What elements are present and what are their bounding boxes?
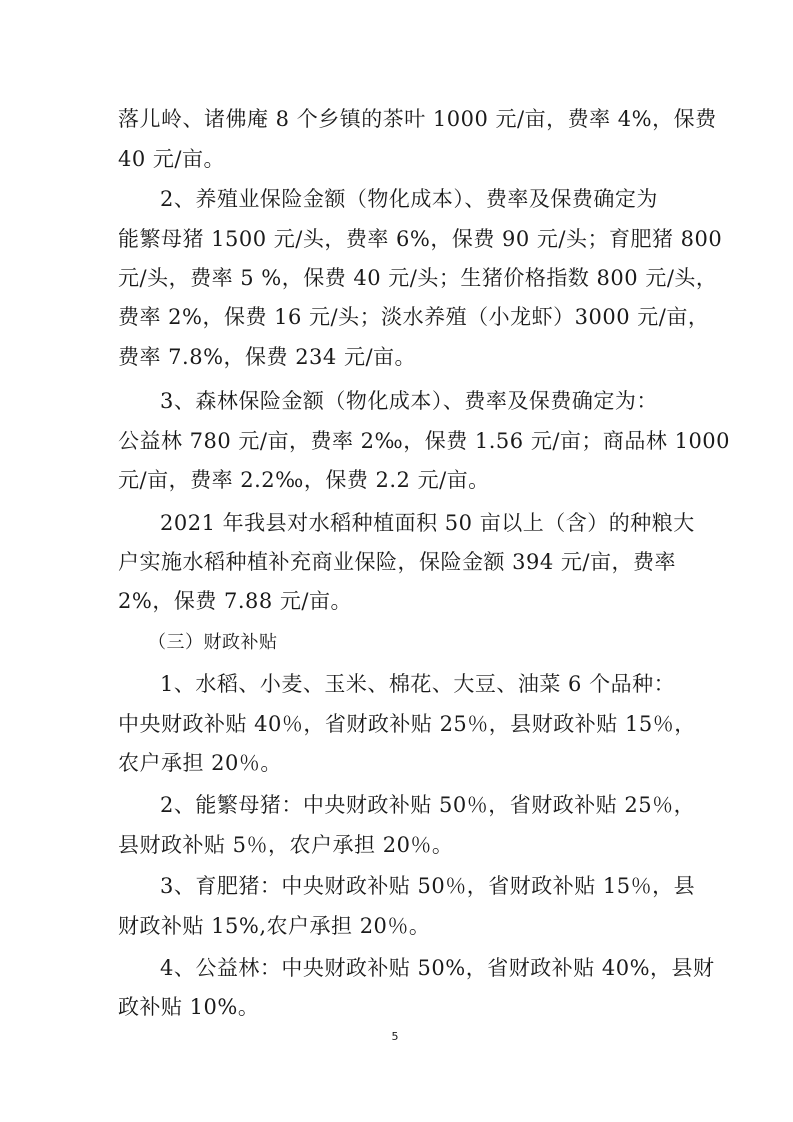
text-line: 2021 年我县对水稻种植面积 50 亩以上（含）的种粮大 (160, 511, 695, 535)
text-line: 户实施水稻种植补充商业保险，保险金额 394 元/亩，费率 (118, 550, 677, 574)
text-line: 3、育肥猪：中央财政补贴 50％，省财政补贴 15％，县 (160, 874, 696, 898)
page-number: 5 (391, 1030, 399, 1043)
text-line: 能繁母猪 1500 元/头，费率 6%，保费 90 元/头；育肥猪 800 (118, 227, 723, 251)
text-line: 1、水稻、小麦、玉米、棉花、大豆、油菜 6 个品种： (160, 672, 676, 696)
text-line: 40 元/亩。 (118, 147, 225, 171)
text-line: 费率 2%，保费 16 元/头；淡水养殖（小龙虾）3000 元/亩， (118, 305, 710, 329)
text-line: 3、森林保险金额（物化成本）、费率及保费确定为： (160, 389, 658, 413)
text-line: 2%，保费 7.88 元/亩。 (118, 589, 352, 613)
text-line: 县财政补贴 5％，农户承担 20％。 (118, 833, 454, 857)
text-line: 费率 7.8%，保费 234 元/亩。 (118, 345, 417, 369)
text-line: 落儿岭、诸佛庵 8 个乡镇的茶叶 1000 元/亩，费率 4%，保费 (118, 107, 717, 131)
section-heading: （三）财政补贴 (148, 632, 278, 653)
text-line: 元/亩，费率 2.2‰，保费 2.2 元/亩。 (118, 468, 490, 492)
text-line: 4、公益林：中央财政补贴 50%，省财政补贴 40%，县财 (160, 956, 715, 980)
text-line: 财政补贴 15%,农户承担 20％。 (118, 914, 431, 938)
text-line: 公益林 780 元/亩，费率 2‰，保费 1.56 元/亩；商品林 1000 (118, 429, 731, 453)
text-line: 2、养殖业保险金额（物化成本）、费率及保费确定为 (160, 187, 658, 211)
text-line: 政补贴 10%。 (118, 995, 260, 1019)
text-line: 中央财政补贴 40％，省财政补贴 25％，县财政补贴 15％， (118, 712, 696, 736)
text-line: 2、能繁母猪：中央财政补贴 50％，省财政补贴 25％， (160, 793, 696, 817)
text-line: 农户承担 20％。 (118, 751, 282, 775)
text-line: 元/头，费率 5 %，保费 40 元/头；生猪价格指数 800 元/头， (118, 266, 718, 290)
